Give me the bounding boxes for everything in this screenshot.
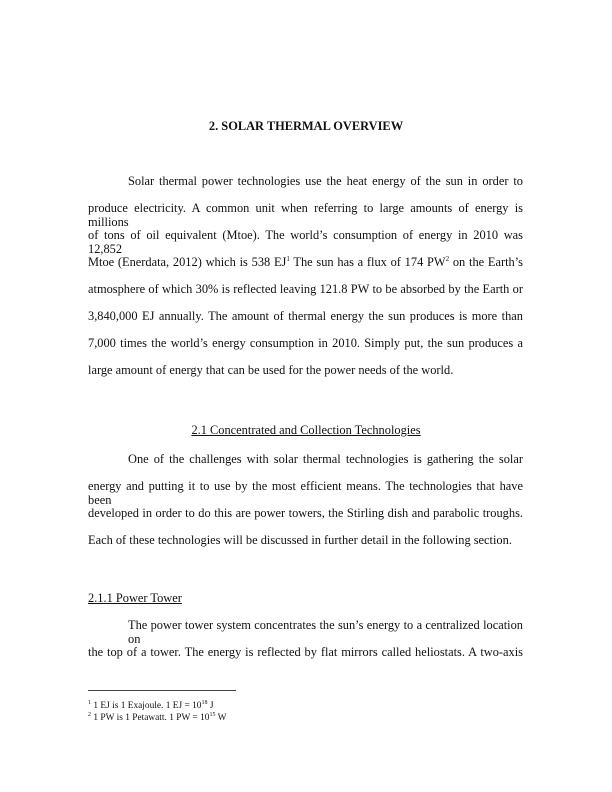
footnote-text: 1 EJ is 1 Exajoule. 1 EJ = 10 bbox=[91, 701, 202, 711]
unit: W bbox=[215, 713, 227, 723]
text-line: 7,000 times the world’s energy consumption in 2010. Simply put, the sun produces a bbox=[88, 336, 523, 350]
text-line: 3,840,000 EJ annually. The amount of thermal energy the sun produces is more than bbox=[88, 309, 523, 323]
text: Mtoe (Enerdata, 2012) which is 538 EJ bbox=[88, 255, 287, 269]
footnote-mark: 1 bbox=[88, 700, 91, 706]
page-title: 2. SOLAR THERMAL OVERVIEW bbox=[208, 119, 404, 133]
unit: J bbox=[207, 701, 214, 711]
text-line: the top of a tower. The energy is reflected by flat mirrors called heliostats. A two-axis bbox=[88, 645, 523, 659]
footnote-mark: 2 bbox=[88, 712, 91, 718]
text-line: One of the challenges with solar thermal technologies is gathering the solar bbox=[128, 452, 523, 466]
section-heading-2-1-1: 2.1.1 Power Tower bbox=[88, 591, 182, 605]
text-line bbox=[88, 255, 523, 269]
footnote-ref-1: 1 bbox=[286, 255, 290, 263]
exponent: 15 bbox=[209, 712, 216, 718]
footnote-divider bbox=[88, 690, 236, 691]
text-line: The power tower system concentrates the sun’s energy to a centralized location on bbox=[128, 618, 523, 646]
text-line: produce electricity. A common unit when referring to large amounts of energy is millions bbox=[88, 201, 523, 229]
text-line: of tons of oil equivalent (Mtoe). The world’s consumption of energy in 2010 was 12,852 bbox=[88, 228, 523, 256]
footnote-text: 1 PW is 1 Petawatt. 1 PW = 10 bbox=[91, 713, 210, 723]
section-heading-2-1: 2.1 Concentrated and Collection Technologies bbox=[191, 423, 421, 437]
footnote-1 bbox=[88, 701, 214, 712]
text-line: large amount of energy that can be used for the power needs of the world. bbox=[88, 363, 454, 377]
text-line: energy and putting it to use by the most efficient means. The technologies that have been bbox=[88, 479, 523, 507]
exponent: 18 bbox=[201, 700, 208, 706]
footnote-2 bbox=[88, 713, 227, 724]
footnote-ref-2: 2 bbox=[445, 255, 450, 263]
text: The sun has a flux of 174 PW bbox=[289, 255, 446, 269]
text-line: atmosphere of which 30% is reflected leaving 121.8 PW to be absorbed by the Earth or bbox=[88, 282, 523, 296]
text-line: Each of these technologies will be discussed in further detail in the following section. bbox=[88, 533, 512, 547]
text-line: developed in order to do this are power towers, the Stirling dish and parabolic troughs. bbox=[88, 506, 523, 520]
text-line: Solar thermal power technologies use the heat energy of the sun in order to bbox=[128, 174, 523, 188]
text: on the Earth’s bbox=[449, 255, 523, 269]
